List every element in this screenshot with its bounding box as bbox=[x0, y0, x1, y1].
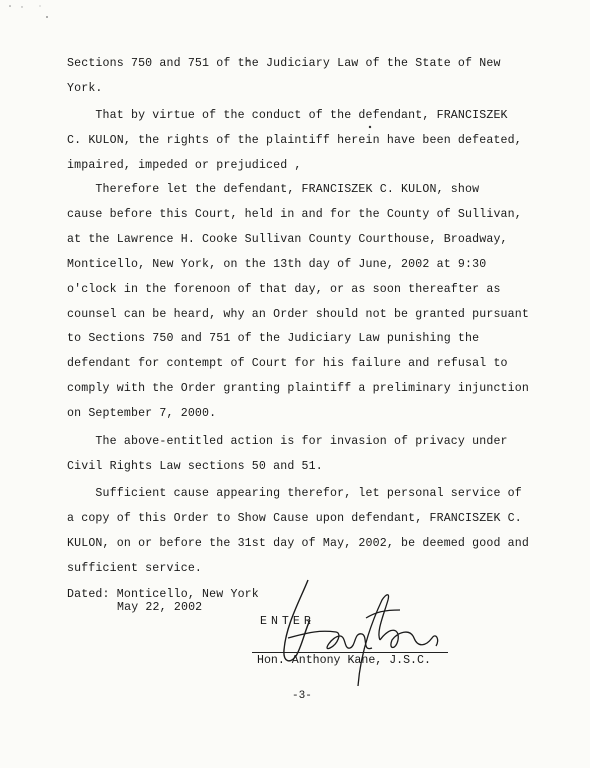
signature-line bbox=[252, 652, 448, 653]
body-line: comply with the Order granting plaintiff a preliminary injunction bbox=[67, 382, 529, 396]
body-line: York. bbox=[67, 81, 103, 95]
page-number: -3- bbox=[292, 690, 312, 702]
body-line: on September 7, 2000. bbox=[67, 407, 217, 421]
body-line: cause before this Court, held in and for the County of Sullivan, bbox=[67, 207, 522, 221]
dated-line-2: May 22, 2002 bbox=[117, 601, 203, 614]
judge-name: Hon. Anthony Kane, J.S.C. bbox=[257, 654, 431, 667]
body-line: C. KULON, the rights of the plaintiff herein have been defeated, bbox=[67, 133, 522, 147]
body-line: a copy of this Order to Show Cause upon defendant, FRANCISZEK C. bbox=[67, 511, 522, 525]
body-line: Sufficient cause appearing therefor, let personal service of bbox=[67, 487, 522, 500]
body-line: o'clock in the forenoon of that day, or as soon thereafter as bbox=[67, 282, 501, 296]
body-line: Therefore let the defendant, FRANCISZEK C. KULON, show bbox=[67, 183, 480, 196]
body-line: to Sections 750 and 751 of the Judiciary Law punishing the bbox=[67, 332, 480, 346]
body-line: KULON, on or before the 31st day of May, 2002, be deemed good and bbox=[67, 536, 529, 550]
body-line: Monticello, New York, on the 13th day of June, 2002 at 9:30 bbox=[67, 257, 487, 271]
judge-signature bbox=[250, 570, 480, 700]
body-line: The above-entitled action is for invasion of privacy under bbox=[67, 435, 508, 448]
body-line: Sections 750 and 751 of the Judiciary Law of the State of New bbox=[67, 57, 501, 70]
enter-label: ENTER bbox=[260, 615, 315, 628]
body-line: impaired, impeded or prejudiced , bbox=[67, 158, 302, 172]
body-line: sufficient service. bbox=[67, 561, 203, 575]
body-line: defendant for contempt of Court for his failure and refusal to bbox=[67, 357, 508, 371]
body-line: counsel can be heard, why an Order should not be granted pursuant bbox=[67, 307, 529, 321]
body-line: at the Lawrence H. Cooke Sullivan County Courthouse, Broadway, bbox=[67, 232, 508, 246]
body-line: Civil Rights Law sections 50 and 51. bbox=[67, 459, 323, 473]
dated-line-1: Dated: Monticello, New York bbox=[67, 588, 259, 601]
body-line: That by virtue of the conduct of the defendant, FRANCISZEK bbox=[67, 109, 508, 122]
